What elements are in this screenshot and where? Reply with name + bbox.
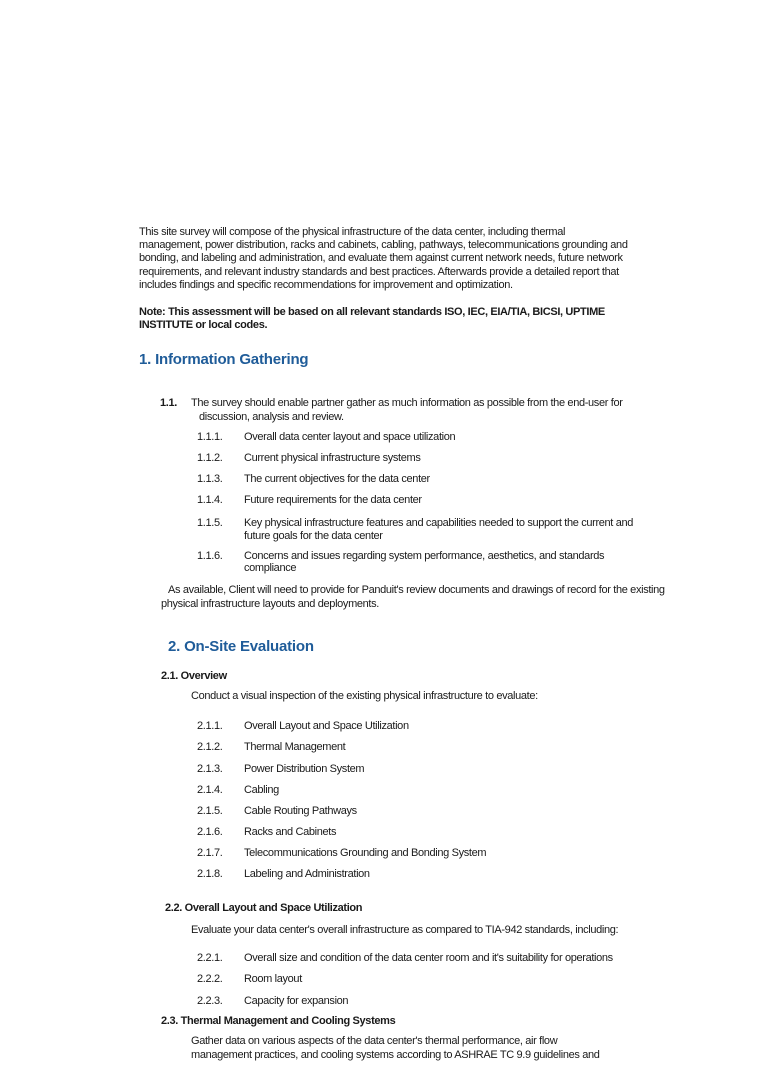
intro-line: includes findings and specific recommendations for improvement and optimization.: [139, 278, 513, 291]
list-item-text: Racks and Cabinets: [244, 826, 337, 838]
list-item-number: 2.1.1.: [197, 720, 223, 732]
list-item-number: 2.2.1.: [197, 952, 223, 964]
list-item-number: 1.1.5.: [197, 517, 223, 529]
section-heading-on-site-evaluation: 2. On-Site Evaluation: [168, 638, 314, 655]
list-item-text-continued: compliance: [244, 562, 297, 574]
thermal-text: management practices, and cooling systems according to ASHRAE TC 9.9 guidelines and: [191, 1049, 600, 1061]
standards-note: [139, 306, 719, 332]
list-item-text-continued: future goals for the data center: [244, 530, 383, 542]
list-item-number: 2.2.3.: [197, 995, 223, 1007]
list-item-text: Room layout: [244, 973, 302, 985]
subsection-heading-overview: 2.1. Overview: [161, 670, 227, 682]
list-item-text: Overall Layout and Space Utilization: [244, 720, 409, 732]
overview-text: Conduct a visual inspection of the existing physical infrastructure to evaluate:: [191, 690, 538, 702]
intro-line: management, power distribution, racks and cabinets, cabling, pathways, telecommunications grounding and: [139, 239, 628, 252]
subsection-heading-overall-layout: 2.2. Overall Layout and Space Utilization: [165, 902, 363, 914]
list-item-text: Key physical infrastructure features and capabilities needed to support the current and: [244, 517, 634, 529]
list-item-number: 2.1.7.: [197, 847, 223, 859]
subsection-text: The survey should enable partner gather as much information as possible from the end-user for: [191, 397, 623, 409]
list-item-number: 2.2.2.: [197, 973, 223, 985]
list-item-number: 1.1.4.: [197, 494, 223, 506]
list-item-text: The current objectives for the data center: [244, 473, 430, 485]
list-item-text: Cable Routing Pathways: [244, 805, 357, 817]
list-item-text: Labeling and Administration: [244, 868, 370, 880]
intro-line: This site survey will compose of the physical infrastructure of the data center, including thermal: [139, 226, 566, 238]
list-item-text: Power Distribution System: [244, 763, 365, 775]
list-item-text: Concerns and issues regarding system performance, aesthetics, and standards: [244, 550, 605, 562]
list-item-text: Overall data center layout and space utilization: [244, 431, 456, 443]
list-item-text: Cabling: [244, 784, 279, 796]
list-item-text: Thermal Management: [244, 741, 346, 753]
subsection-text: discussion, analysis and review.: [199, 411, 344, 423]
list-item-text: Current physical infrastructure systems: [244, 452, 421, 464]
note-line: Note: This assessment will be based on all relevant standards ISO, IEC, EIA/TIA, BICSI, UPTIME: [139, 306, 605, 318]
list-item-number: 1.1.3.: [197, 473, 223, 485]
note-line: INSTITUTE or local codes.: [139, 319, 268, 332]
intro-line: requirements, and relevant industry standards and best practices. Afterwards provide a detailed report that: [139, 265, 619, 278]
subsection-heading-thermal-management: 2.3. Thermal Management and Cooling Systems: [161, 1015, 396, 1027]
section-heading-information-gathering: 1. Information Gathering: [139, 351, 309, 368]
intro-line: bonding, and labeling and administration, and evaluate them against current network needs, future network: [139, 252, 623, 265]
intro-paragraph: [139, 226, 719, 292]
thermal-text: Gather data on various aspects of the data center's thermal performance, air flow: [191, 1035, 558, 1047]
list-item-text: Overall size and condition of the data center room and it's suitability for operations: [244, 952, 613, 964]
list-item-number: 2.1.6.: [197, 826, 223, 838]
list-item-number: 1.1.6.: [197, 550, 223, 562]
list-item-text: Future requirements for the data center: [244, 494, 422, 506]
list-item-number: 1.1.1.: [197, 431, 223, 443]
available-documents-text: As available, Client will need to provide for Panduit's review documents and drawings of record for the existing: [168, 584, 665, 596]
subsection-number: 1.1.: [160, 397, 177, 409]
list-item-number: 2.1.3.: [197, 763, 223, 775]
list-item-text: Telecommunications Grounding and Bonding System: [244, 847, 487, 859]
list-item-text: Capacity for expansion: [244, 995, 349, 1007]
list-item-number: 1.1.2.: [197, 452, 223, 464]
list-item-number: 2.1.2.: [197, 741, 223, 753]
available-documents-text: physical infrastructure layouts and deployments.: [161, 598, 379, 610]
layout-text: Evaluate your data center's overall infrastructure as compared to TIA-942 standards, including:: [191, 924, 619, 936]
list-item-number: 2.1.4.: [197, 784, 223, 796]
list-item-number: 2.1.5.: [197, 805, 223, 817]
list-item-number: 2.1.8.: [197, 868, 223, 880]
